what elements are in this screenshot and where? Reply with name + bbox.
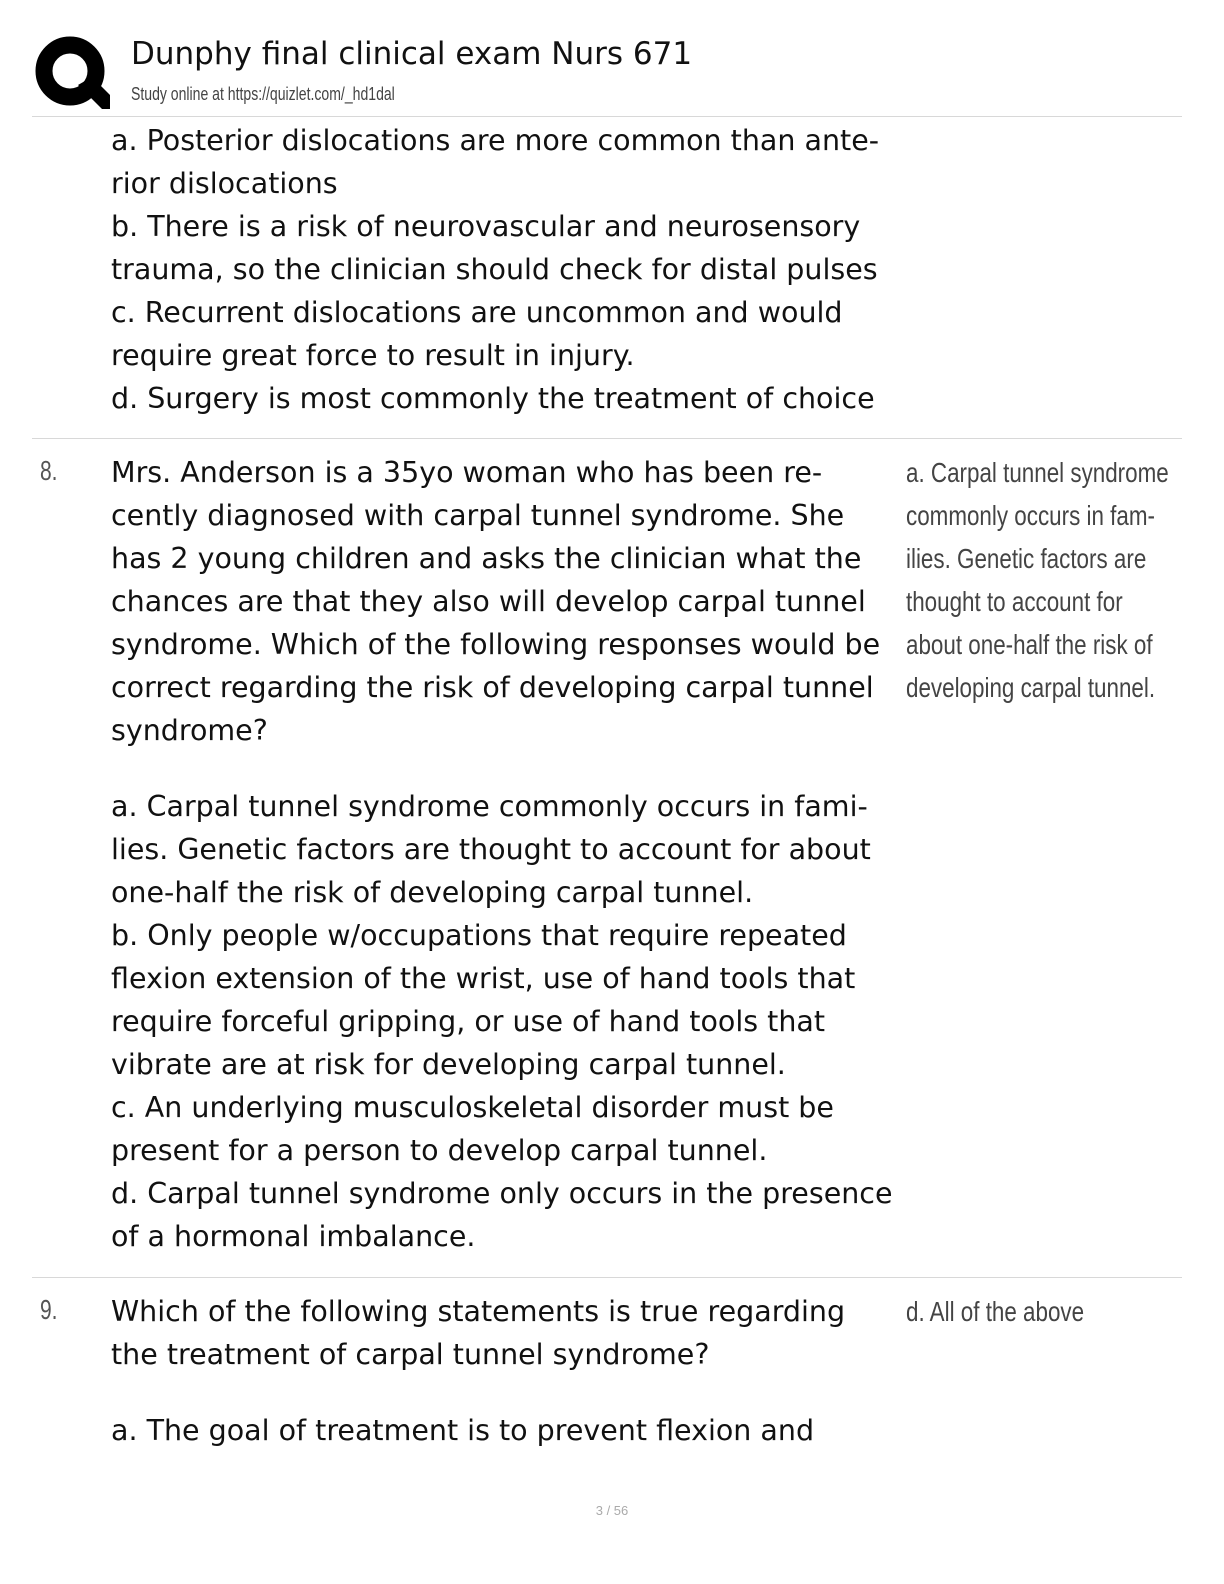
option-line: c. An underlying musculoskeletal disorder must be	[111, 1091, 834, 1124]
option-line: a. The goal of treatment is to prevent flexion and	[111, 1414, 815, 1447]
option-line: require forceful gripping, or use of hand tools that	[111, 1005, 826, 1038]
question-8-answer	[906, 451, 1206, 709]
option-line: of a hormonal imbalance.	[111, 1220, 476, 1253]
question-9-answer	[906, 1290, 1206, 1333]
question-line: syndrome?	[111, 714, 268, 747]
answer-line: commonly occurs in fam-	[906, 500, 1155, 531]
question-number: 9.	[40, 1294, 58, 1325]
question-line: Which of the following statements is true regarding	[111, 1295, 846, 1328]
option-line: b. There is a risk of neurovascular and neurosensory	[111, 210, 861, 243]
option-line: require great force to result in injury.	[111, 339, 635, 372]
answer-line: developing carpal tunnel.	[906, 672, 1156, 703]
option-line: b. Only people w/occupations that require repeated	[111, 919, 847, 952]
option-line: rior dislocations	[111, 167, 338, 200]
document-title: Dunphy final clinical exam Nurs 671	[131, 36, 693, 72]
option-line: d. Surgery is most commonly the treatment of choice	[111, 382, 875, 415]
answer-line: thought to account for	[906, 586, 1123, 617]
answer-line: a. Carpal tunnel syndrome	[906, 457, 1169, 488]
option-line: one-half the risk of developing carpal tunnel.	[111, 876, 754, 909]
option-line: c. Recurrent dislocations are uncommon and would	[111, 296, 843, 329]
study-online-link[interactable]: Study online at https://quizlet.com/_hd1dal	[131, 84, 395, 104]
answer-line: ilies. Genetic factors are	[906, 543, 1147, 574]
question-divider	[32, 1277, 1182, 1278]
question-line: cently diagnosed with carpal tunnel syndrome. She	[111, 499, 845, 532]
question-line: chances are that they also will develop carpal tunnel	[111, 585, 866, 618]
page-number: 3 / 56	[595, 1503, 629, 1518]
question-8-body	[111, 451, 901, 1258]
option-line: a. Carpal tunnel syndrome commonly occurs in fami-	[111, 790, 868, 823]
option-line: flexion extension of the wrist, use of hand tools that	[111, 962, 856, 995]
question-line: syndrome. Which of the following responses would be	[111, 628, 881, 661]
question-divider	[32, 438, 1182, 439]
answer-line: d. All of the above	[906, 1296, 1085, 1327]
question-line: correct regarding the risk of developing carpal tunnel	[111, 671, 874, 704]
header-divider	[32, 116, 1182, 117]
option-line: lies. Genetic factors are thought to account for about	[111, 833, 871, 866]
question-9-body	[111, 1290, 901, 1452]
option-line: present for a person to develop carpal tunnel.	[111, 1134, 768, 1167]
question-7-options	[111, 119, 901, 420]
answer-line: about one-half the risk of	[906, 629, 1153, 660]
question-line: Mrs. Anderson is a 35yo woman who has been re-	[111, 456, 823, 489]
question-number: 8.	[40, 455, 58, 486]
option-line: a. Posterior dislocations are more common than ante-	[111, 124, 880, 157]
question-line: has 2 young children and asks the clinician what the	[111, 542, 862, 575]
quizlet-logo	[34, 35, 110, 111]
option-line: trauma, so the clinician should check for distal pulses	[111, 253, 878, 286]
question-line: the treatment of carpal tunnel syndrome?	[111, 1338, 710, 1371]
option-line: vibrate are at risk for developing carpal tunnel.	[111, 1048, 786, 1081]
option-line: d. Carpal tunnel syndrome only occurs in the presence	[111, 1177, 893, 1210]
